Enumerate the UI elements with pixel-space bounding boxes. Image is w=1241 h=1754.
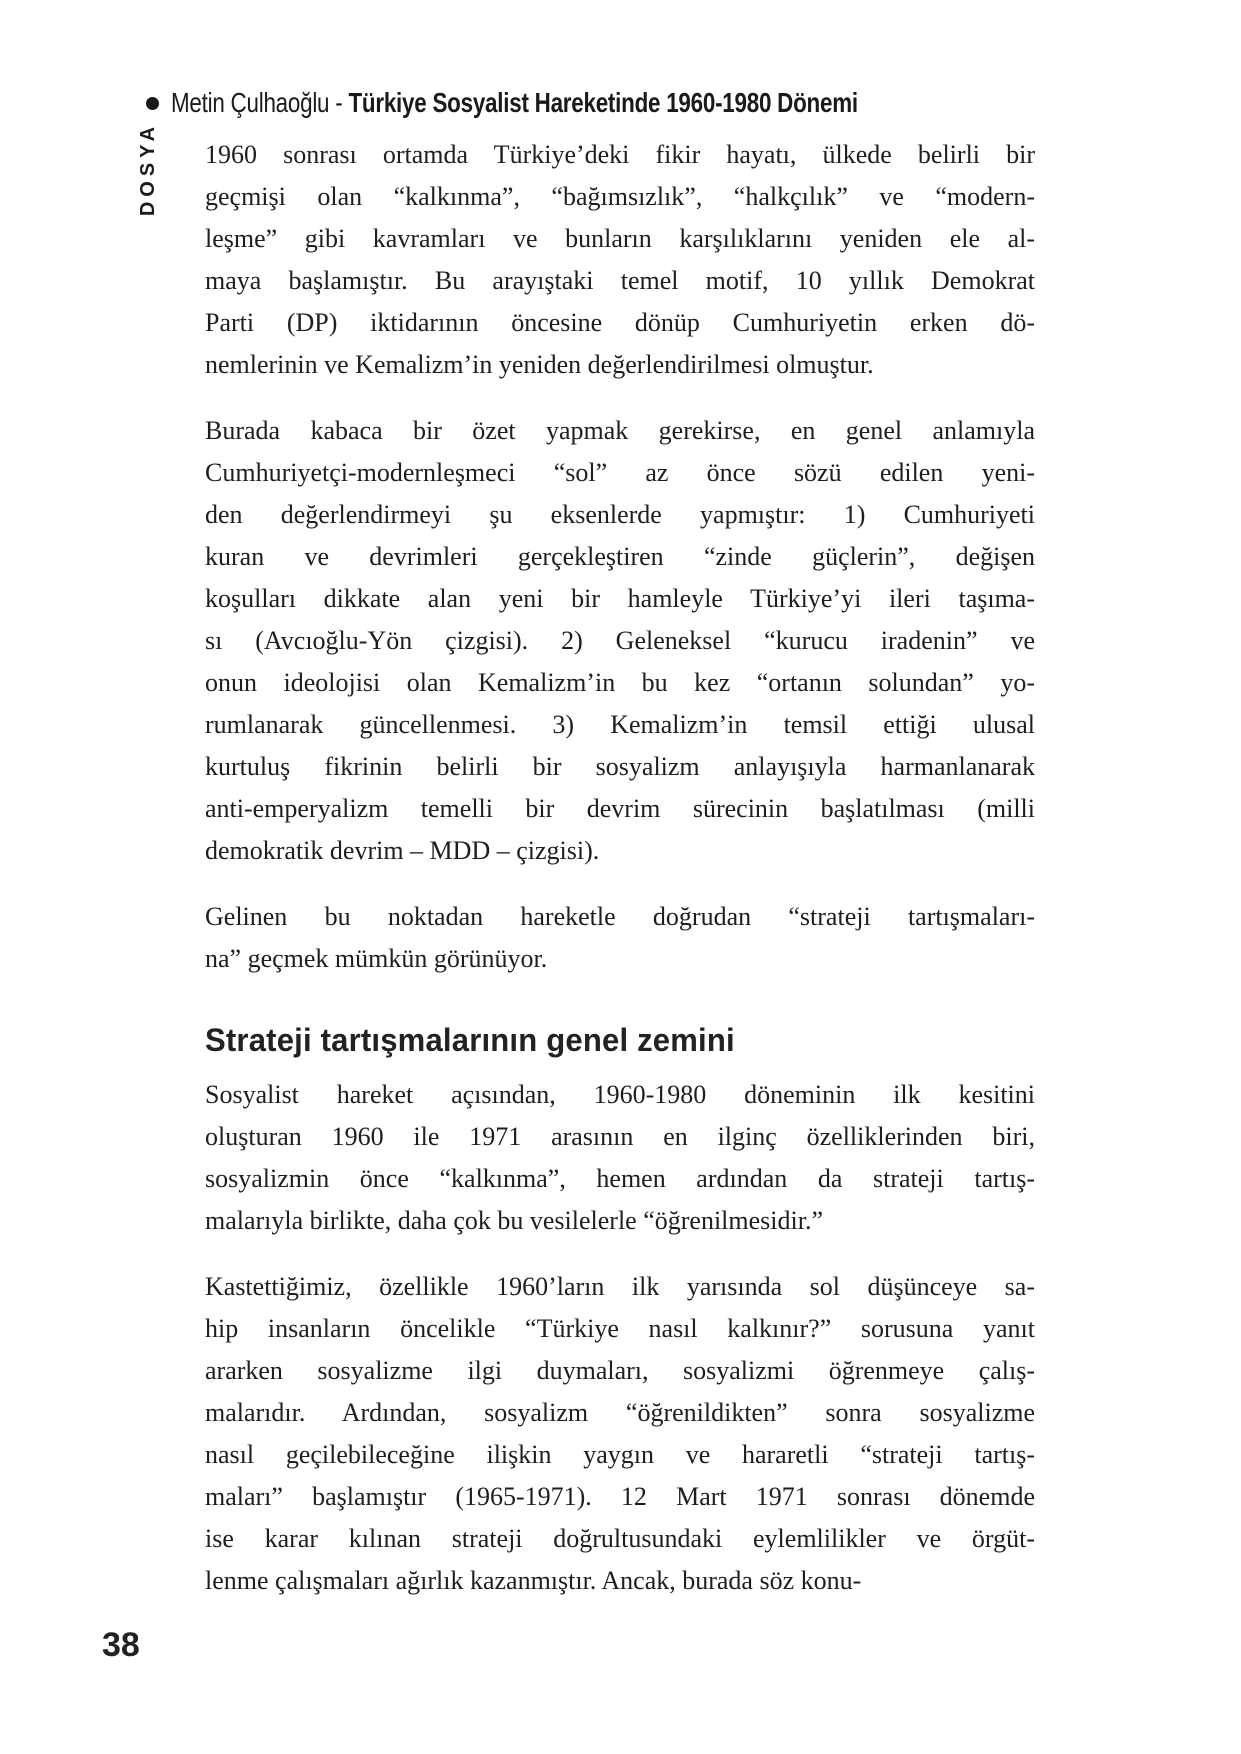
running-header [146,86,1030,120]
body-line: kurtuluş fikrinin belirli bir sosyalizm anlayışıyla harmanlanarak [205,752,1035,781]
body-line: geçmişi olan “kalkınma”, “bağımsızlık”, “halkçılık” ve “modern- [205,182,1035,211]
body-line: ise karar kılınan strateji doğrultusundaki eylemlilikler ve örgüt- [205,1524,1035,1553]
header-separator: - [329,87,349,118]
section-heading: Strateji tartışmalarının genel zemini [205,1022,735,1058]
body-line: nasıl geçilebileceğine ilişkin yaygın ve hararetli “strateji tartış- [205,1440,1035,1469]
body-line: Burada kabaca bir özet yapmak gerekirse, en genel anlamıyla [205,416,1035,445]
body-line: Parti (DP) iktidarının öncesine dönüp Cumhuriyetin erken dö- [205,308,1035,337]
side-label-dosya: DOSYA [137,121,159,217]
body-line: maları” başlamıştır (1965-1971). 12 Mart 1971 sonrası dönemde [205,1482,1035,1511]
body-line: kuran ve devrimleri gerçekleştiren “zinde güçlerin”, değişen [205,542,1035,571]
body-line: leşme” gibi kavramları ve bunların karşılıklarını yeniden ele al- [205,224,1035,253]
body-line: sosyalizmin önce “kalkınma”, hemen ardından da strateji tartış- [205,1164,1035,1193]
paragraph [205,896,1035,980]
body-line: malarıdır. Ardından, sosyalizm “öğrenildikten” sonra sosyalizme [205,1398,1035,1427]
body-line: den değerlendirmeyi şu eksenlerde yapmıştır: 1) Cumhuriyeti [205,500,1035,529]
body-line: demokratik devrim – MDD – çizgisi). [205,836,600,865]
body-line: koşulları dikkate alan yeni bir hamleyle Türkiye’yi ileri taşıma- [205,584,1035,613]
paragraph [205,1266,1035,1602]
body-line: rumlanarak güncellenmesi. 3) Kemalizm’in temsil ettiği ulusal [205,710,1035,739]
body-line: oluşturan 1960 ile 1971 arasının en ilginç özelliklerinden biri, [205,1122,1035,1151]
body-line: Cumhuriyetçi-modernleşmeci “sol” az önce sözü edilen yeni- [205,458,1035,487]
paragraph [205,134,1035,386]
body-line: sı (Avcıoğlu-Yön çizgisi). 2) Geleneksel “kurucu iradenin” ve [205,626,1035,655]
article-body [205,134,1035,1626]
body-line: lenme çalışmaları ağırlık kazanmıştır. Ancak, burada söz konu- [205,1566,862,1595]
body-line: Gelinen bu noktadan hareketle doğrudan “strateji tartışmaları- [205,902,1035,931]
bullet-icon [146,97,159,110]
body-line: hip insanların öncelikle “Türkiye nasıl kalkınır?” sorusuna yanıt [205,1314,1035,1343]
body-line: Sosyalist hareket açısından, 1960-1980 döneminin ilk kesitini [205,1080,1035,1109]
header-title: Türkiye Sosyalist Hareketinde 1960-1980 Dönemi [348,87,858,118]
page-number: 38 [102,1626,140,1664]
body-line: na” geçmek mümkün görünüyor. [205,944,548,973]
body-line: nemlerinin ve Kemalizm’in yeniden değerlendirilmesi olmuştur. [205,350,874,379]
body-line: onun ideolojisi olan Kemalizm’in bu kez “ortanın solundan” yo- [205,668,1035,697]
body-line: 1960 sonrası ortamda Türkiye’deki fikir hayatı, ülkede belirli bir [205,140,1035,169]
paragraph [205,410,1035,872]
body-line: anti-emperyalizm temelli bir devrim sürecinin başlatılması (milli [205,794,1035,823]
paragraph [205,1074,1035,1242]
body-line: maya başlamıştır. Bu arayıştaki temel motif, 10 yıllık Demokrat [205,266,1035,295]
body-line: ararken sosyalizme ilgi duymaları, sosyalizmi öğrenmeye çalış- [205,1356,1035,1385]
body-line: malarıyla birlikte, daha çok bu vesilelerle “öğrenilmesidir.” [205,1206,823,1235]
header-author: Metin Çulhaoğlu [171,87,330,118]
body-line: Kastettiğimiz, özellikle 1960’ların ilk yarısında sol düşünceye sa- [205,1272,1035,1301]
running-header-text [171,86,858,120]
